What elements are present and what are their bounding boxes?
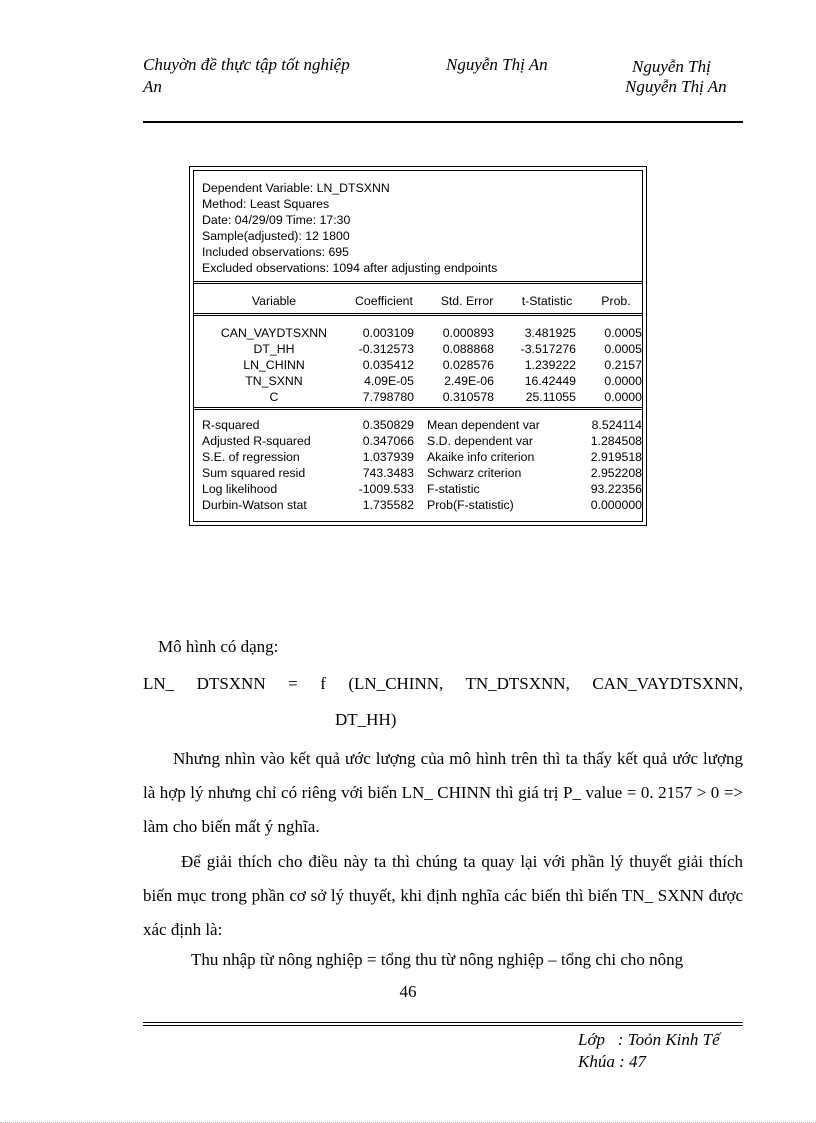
t-statistic-value: 3.481925 [524,326,576,340]
header-left-line2: An [143,77,162,96]
info-line: Method: Least Squares [202,197,330,211]
prob-value: 0.0000 [604,374,642,388]
stat-value: 1.284508 [590,434,642,448]
stat-label: F-statistic [427,482,480,496]
t-statistic-value: 1.239222 [524,358,576,372]
stat-value: 0.000000 [590,498,642,512]
header-center: Nguyễn Thị An [446,55,548,74]
stat-label: Schwarz criterion [427,466,522,480]
std-error-value: 0.310578 [442,390,494,404]
info-line: Excluded observations: 1094 after adjusting endpoints [202,261,498,275]
stat-label: Mean dependent var [427,418,540,432]
model-intro: Mô hình có dạng: [158,637,279,656]
stat-label: Durbin-Watson stat [202,498,307,512]
coefficient-value: -0.312573 [358,342,414,356]
col-header-variable: Variable [251,294,297,308]
stat-value: 0.350829 [362,418,414,432]
col-header-coefficient: Coefficient [355,294,413,308]
stat-label: S.D. dependent var [427,434,533,448]
variable-name: C [269,390,279,404]
regression-output-table [189,166,647,526]
std-error-value: 0.088868 [442,342,494,356]
stat-label: Log likelihood [202,482,278,496]
variable-name: DT_HH [253,342,295,356]
footer-course-line: Khúa : 47 [578,1052,646,1071]
stat-label: Adjusted R-squared [202,434,311,448]
col-header-t-statistic: t-Statistic [521,294,573,308]
summary-statistics [194,407,642,521]
info-line: Included observations: 695 [202,245,349,259]
header-right-line2: Nguyễn Thị An [625,77,727,96]
prob-value: 0.0005 [604,342,642,356]
variable-name: CAN_VAYDTSXNN [220,326,328,340]
info-line: Sample(adjusted): 12 1800 [202,229,350,243]
stat-value: 2.919518 [590,450,642,464]
stat-value: 2.952208 [590,466,642,480]
footer-rule-top [143,1022,743,1023]
prob-value: 0.0005 [604,326,642,340]
stat-value: 0.347066 [362,434,414,448]
coefficients-body [194,313,642,410]
t-statistic-value: 25.11055 [525,390,576,404]
stat-value: 1.037939 [362,450,414,464]
variable-name: LN_CHINN [243,358,305,372]
regression-info [194,171,642,281]
col-header-std-error: Std. Error [440,294,494,308]
regression-output-frame [193,170,643,522]
paragraph-2: Để giải thích cho điều này ta thì chúng ta quay lại với phần lý thuyết giải thích biến mục trong phần cơ sở lý thuyết, khi định nghĩa các biến thì biến TN_ SXNN được xác định là: [143,852,743,939]
coefficient-value: 0.003109 [362,326,414,340]
paragraph-3: Thu nhập từ nông nghiệp = tổng thu từ nông nghiệp – tổng chi cho nông [191,950,684,969]
coefficient-value: 4.09E-05 [364,374,414,388]
model-equation-line1: LN_ DTSXNN = f (LN_CHINN, TN_DTSXNN, CAN_VAYDTSXNN, [143,674,743,693]
t-statistic-value: 16.42449 [524,374,576,388]
stat-label: R-squared [202,418,260,432]
stat-value: 8.524114 [591,418,642,432]
header-right-line1: Nguyễn Thị [632,57,711,76]
stat-value: -1009.533 [358,482,414,496]
t-statistic-value: -3.517276 [520,342,576,356]
info-line: Date: 04/29/09 Time: 17:30 [202,213,351,227]
paragraph-1: Nhưng nhìn vào kết quả ước lượng của mô hình trên thì ta thấy kết quả ước lượng là hợp lý nhưng chỉ có riêng với biến LN_ CHINN thì giá trị P_ value = 0. 2157 > 0 => làm cho biến mất ý nghĩa. [143,749,743,836]
std-error-value: 2.49E-06 [444,374,494,388]
coefficient-value: 7.798780 [362,390,414,404]
prob-value: 0.0000 [604,390,642,404]
header-left-line1: Chuyờn đề thực tập tốt nghiệp [143,55,350,74]
coefficient-value: 0.035412 [362,358,414,372]
info-line: Dependent Variable: LN_DTSXNN [202,181,390,195]
stat-label: Prob(F-statistic) [427,498,514,512]
model-equation-line2: DT_HH) [335,710,397,729]
coefficients-header [194,281,642,316]
page-number: 46 [399,982,417,1001]
std-error-value: 0.000893 [442,326,494,340]
footer-class-line: Lớp : Toỏn Kinh Tế [578,1030,720,1049]
stat-value: 743.3483 [362,466,414,480]
prob-value: 0.2157 [604,358,642,372]
stat-label: Akaike info criterion [427,450,535,464]
variable-name: TN_SXNN [245,374,303,388]
stat-label: Sum squared resid [202,466,306,480]
col-header-prob: Prob. [601,294,631,308]
stat-value: 93.22356 [590,482,642,496]
std-error-value: 0.028576 [442,358,494,372]
stat-label: S.E. of regression [202,450,300,464]
footer-rule-bottom [143,1025,743,1026]
stat-value: 1.735582 [362,498,414,512]
header-left [143,54,350,98]
header-rule [143,121,743,123]
